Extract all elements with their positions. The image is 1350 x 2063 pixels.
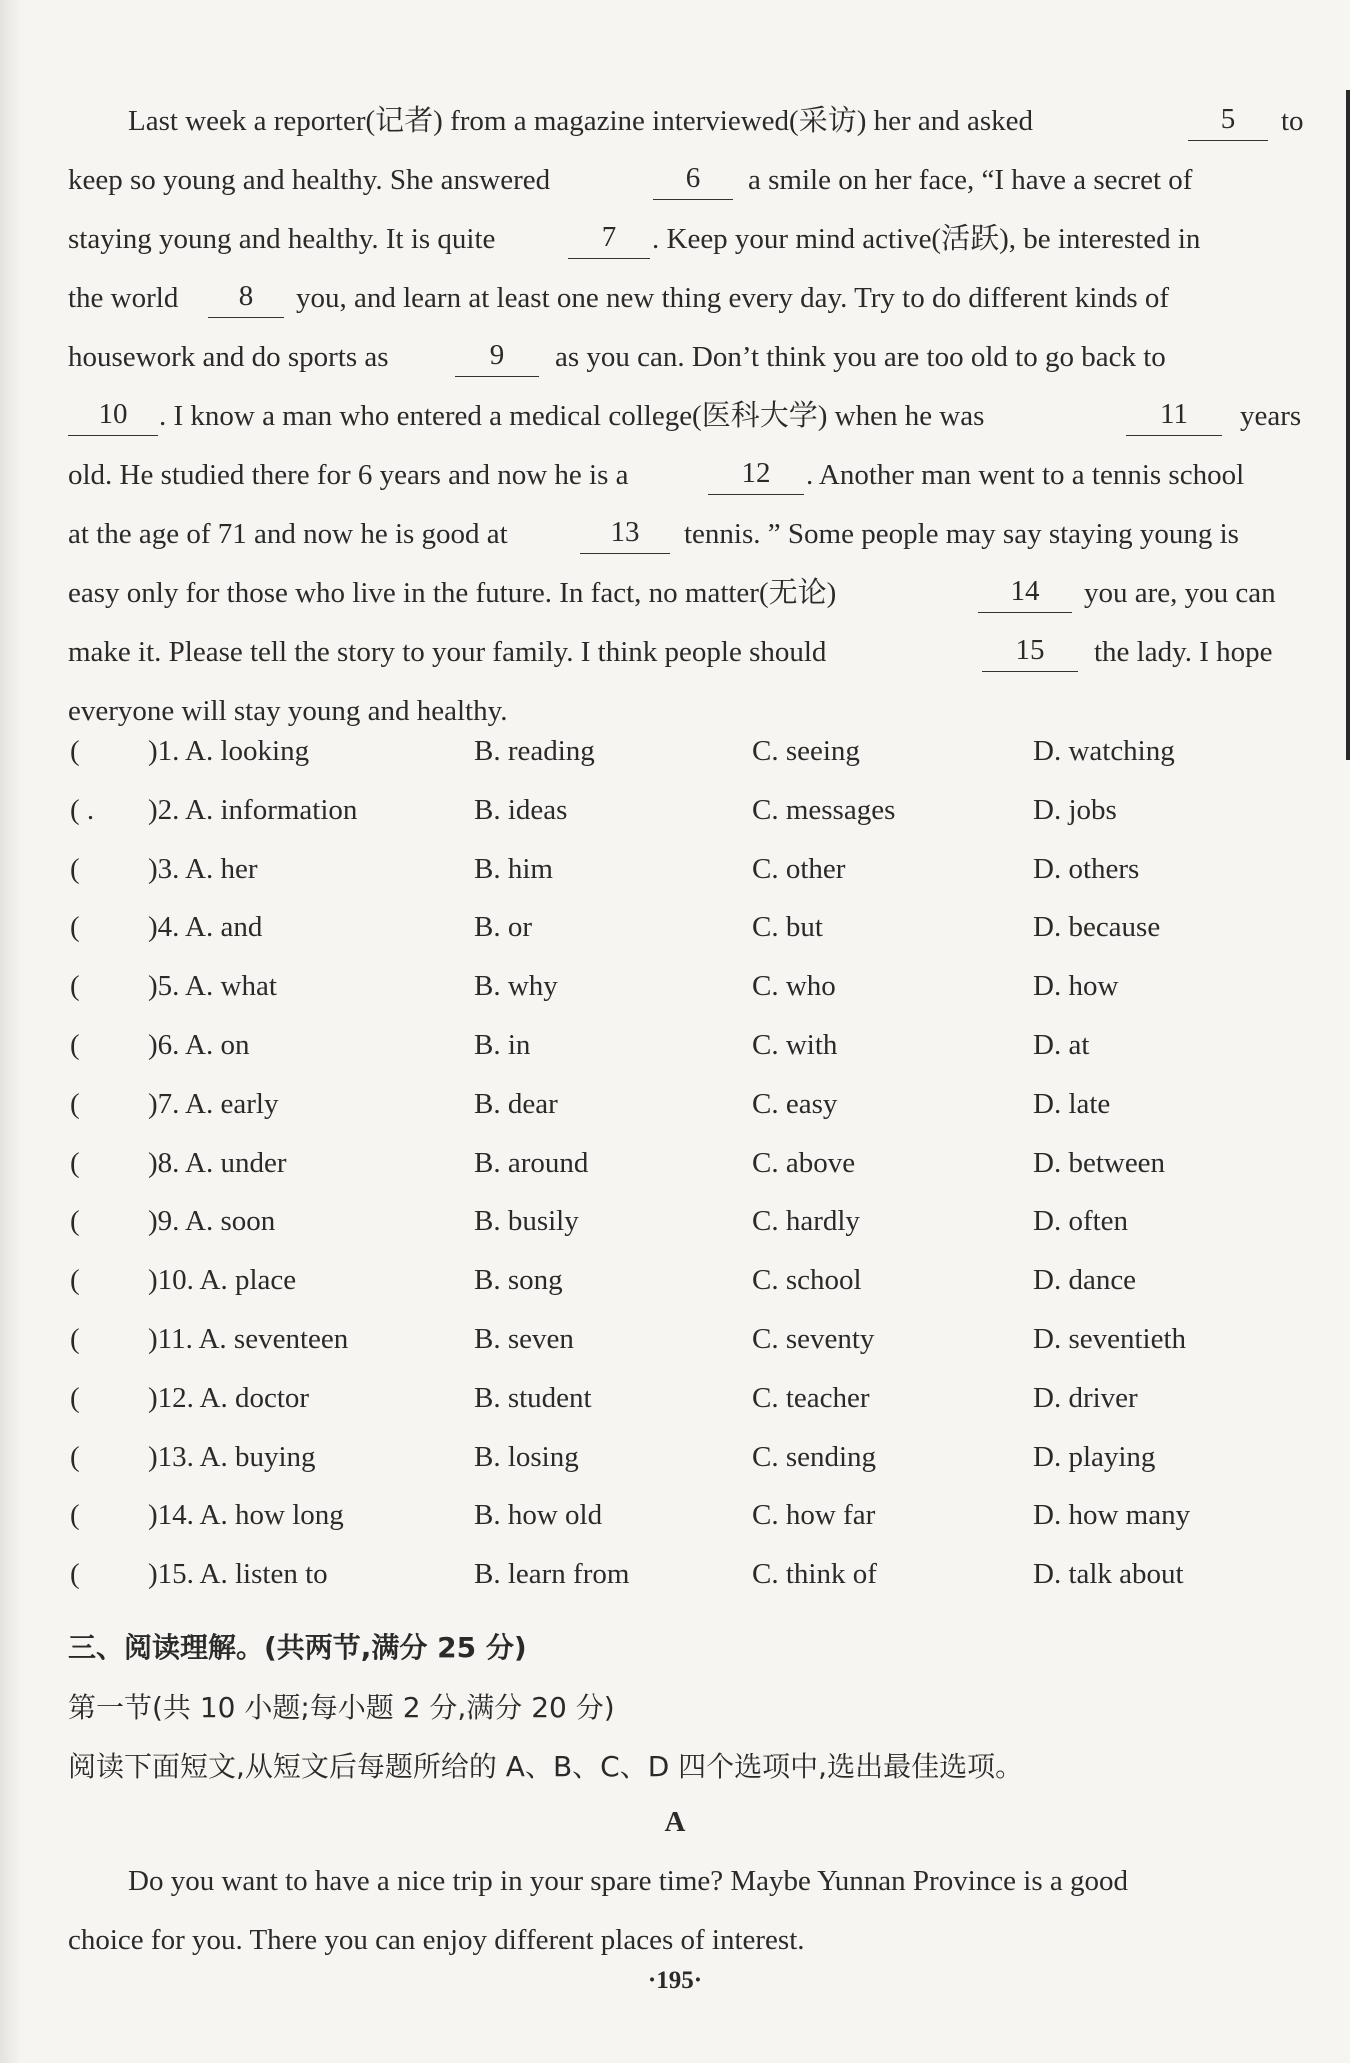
passage-text: tennis. ” Some people may say staying young is [684,518,1239,550]
option-d: D. late [1033,1087,1111,1120]
section-heading: 三、阅读理解。(共两节,满分 25 分) [68,1631,527,1664]
option-c: C. other [752,852,846,885]
option-b: B. him [474,852,553,885]
option-b: B. around [474,1146,589,1179]
passage-text: . Another man went to a tennis school [806,459,1245,491]
option-a: )11. A. seventeen [148,1322,349,1355]
passage-text: a smile on her face, “I have a secret of [748,164,1193,196]
option-c: C. school [752,1264,862,1297]
option-d: D. dance [1033,1264,1137,1297]
option-row [68,794,1308,853]
passage-text: keep so young and healthy. She answered [68,164,551,196]
answer-paren[interactable]: ( [70,970,80,1003]
passage-line [68,446,1308,505]
option-d: D. watching [1033,735,1175,767]
option-c: C. how far [752,1499,876,1532]
passage-letter: A [664,1806,686,1838]
passage-line [68,328,1308,387]
passage-line [68,1911,1308,1970]
option-a: )5. A. what [148,970,277,1003]
option-row [68,911,1308,970]
option-d: D. between [1033,1146,1166,1179]
option-a: )14. A. how long [148,1499,344,1532]
answer-paren[interactable]: ( [70,852,80,885]
option-b: B. losing [474,1440,579,1473]
passage-line [68,210,1308,269]
answer-paren[interactable]: ( [70,1322,80,1355]
answer-paren[interactable]: ( [70,1205,80,1238]
option-row [68,1264,1308,1323]
answer-paren[interactable]: ( [70,1146,80,1179]
option-row [68,1205,1308,1264]
answer-paren[interactable]: ( [70,735,80,767]
blank-10[interactable]: 10 [68,397,158,436]
cloze-passage [68,92,1308,741]
passage-text: at the age of 71 and now he is good at [68,518,508,550]
option-c: C. but [752,911,823,944]
blank-11[interactable]: 11 [1126,397,1222,436]
option-b: B. why [474,970,558,1003]
binding-shadow [0,0,22,2063]
option-b: B. seven [474,1322,574,1355]
option-row [68,1147,1308,1206]
option-b: B. ideas [474,793,568,826]
answer-paren[interactable]: ( [70,1028,80,1061]
option-d: D. at [1033,1028,1090,1061]
option-a: )10. A. place [148,1264,297,1297]
section-instruction: 阅读下面短文,从短文后每题所给的 A、B、C、D 四个选项中,选出最佳选项。 [68,1750,1024,1783]
blank-9[interactable]: 9 [455,338,539,377]
passage-text: you, and learn at least one new thing every day. Try to do different kinds of [296,282,1170,314]
option-c: C. with [752,1028,838,1061]
answer-paren[interactable]: ( [70,911,80,944]
option-row [68,735,1308,794]
passage-text: to [1281,105,1304,137]
option-a: )1. A. looking [148,735,310,767]
passage-line [68,505,1308,564]
option-d: D. often [1033,1205,1129,1238]
option-row [68,853,1308,912]
option-c: C. teacher [752,1381,870,1414]
option-c: C. seventy [752,1322,875,1355]
option-row [68,1441,1308,1500]
blank-5[interactable]: 5 [1188,102,1268,141]
option-b: B. learn from [474,1558,630,1591]
option-a: )4. A. and [148,911,263,944]
option-row [68,1029,1308,1088]
blank-14[interactable]: 14 [978,574,1072,613]
option-d: D. because [1033,911,1161,944]
option-a: )9. A. soon [148,1205,276,1238]
option-c: C. think of [752,1558,877,1591]
passage-text: Last week a reporter(记者) from a magazine interviewed(采访) her and asked [128,105,1034,137]
option-a: )6. A. on [148,1028,250,1061]
passage-line [68,682,1308,741]
option-d: D. jobs [1033,793,1117,826]
page-number: ·195· [647,1967,703,1994]
option-b: B. song [474,1264,563,1297]
blank-6[interactable]: 6 [653,161,733,200]
option-row [68,970,1308,1029]
option-b: B. how old [474,1499,603,1532]
passage-text: choice for you. There you can enjoy different places of interest. [68,1924,805,1956]
passage-text: old. He studied there for 6 years and now he is a [68,459,629,491]
blank-13[interactable]: 13 [580,515,670,554]
passage-line [68,92,1308,151]
option-c: C. messages [752,793,896,826]
option-b: B. in [474,1028,531,1061]
passage-text: make it. Please tell the story to your family. I think people should [68,636,827,668]
answer-paren[interactable]: ( [70,1264,80,1297]
page-edge-mark [1346,90,1350,760]
passage-text: easy only for those who live in the future. In fact, no matter(无论) [68,577,837,609]
option-d: D. others [1033,852,1140,885]
passage-text: years [1240,400,1302,432]
option-b: B. dear [474,1087,558,1120]
option-row [68,1323,1308,1382]
option-d: D. how many [1033,1499,1191,1532]
option-b: B. student [474,1381,592,1414]
passage-line [68,623,1308,682]
option-b: B. or [474,911,532,944]
option-a: )12. A. doctor [148,1381,310,1414]
option-d: D. playing [1033,1440,1156,1473]
option-row [68,1499,1308,1558]
option-c: C. who [752,970,836,1003]
option-a: )2. A. information [148,793,358,826]
option-a: )15. A. listen to [148,1558,328,1591]
passage-text: staying young and healthy. It is quite [68,223,496,255]
option-row [68,1088,1308,1147]
passage-text: housework and do sports as [68,341,389,373]
option-c: C. above [752,1146,856,1179]
blank-15[interactable]: 15 [982,633,1078,672]
blank-8[interactable]: 8 [208,279,284,318]
section-subheading: 第一节(共 10 小题;每小题 2 分,满分 20 分) [68,1691,615,1724]
answer-paren[interactable]: ( [70,1558,80,1591]
option-b: B. busily [474,1205,579,1238]
option-b: B. reading [474,735,595,767]
passage-text: . I know a man who entered a medical college(医科大学) when he was [159,400,985,432]
answer-paren[interactable]: ( [70,1440,80,1473]
option-d: D. talk about [1033,1558,1184,1591]
blank-7[interactable]: 7 [568,220,650,259]
option-row [68,1558,1308,1617]
passage-line [68,564,1308,623]
passage-text: everyone will stay young and healthy. [68,695,508,727]
passage-line [68,387,1308,446]
option-a: )13. A. buying [148,1440,316,1473]
passage-text: the lady. I hope [1094,636,1273,668]
passage-text: the world [68,282,179,314]
passage-line [68,1852,1308,1911]
options-list [68,735,1308,1617]
passage-text: as you can. Don’t think you are too old to go back to [555,341,1166,373]
option-c: C. seeing [752,735,860,767]
passage-text: Do you want to have a nice trip in your spare time? Maybe Yunnan Province is a good [128,1865,1128,1897]
passage-line [68,269,1308,328]
option-row [68,1382,1308,1441]
option-c: C. hardly [752,1205,860,1238]
blank-12[interactable]: 12 [708,456,804,495]
option-c: C. easy [752,1087,838,1120]
answer-paren[interactable]: ( [70,1381,80,1414]
option-c: C. sending [752,1440,877,1473]
answer-paren[interactable]: ( [70,1499,80,1532]
option-a: )7. A. early [148,1087,279,1120]
reading-passage-a [68,1852,1308,1970]
answer-paren[interactable]: ( [70,1087,80,1120]
option-a: )8. A. under [148,1146,287,1179]
option-a: )3. A. her [148,852,258,885]
passage-text: you are, you can [1084,577,1276,609]
option-d: D. seventieth [1033,1322,1187,1355]
passage-text: . Keep your mind active(活跃), be interested in [652,223,1201,255]
passage-line [68,151,1308,210]
option-d: D. how [1033,970,1119,1003]
option-d: D. driver [1033,1381,1138,1414]
answer-paren[interactable]: ( . [70,793,95,826]
